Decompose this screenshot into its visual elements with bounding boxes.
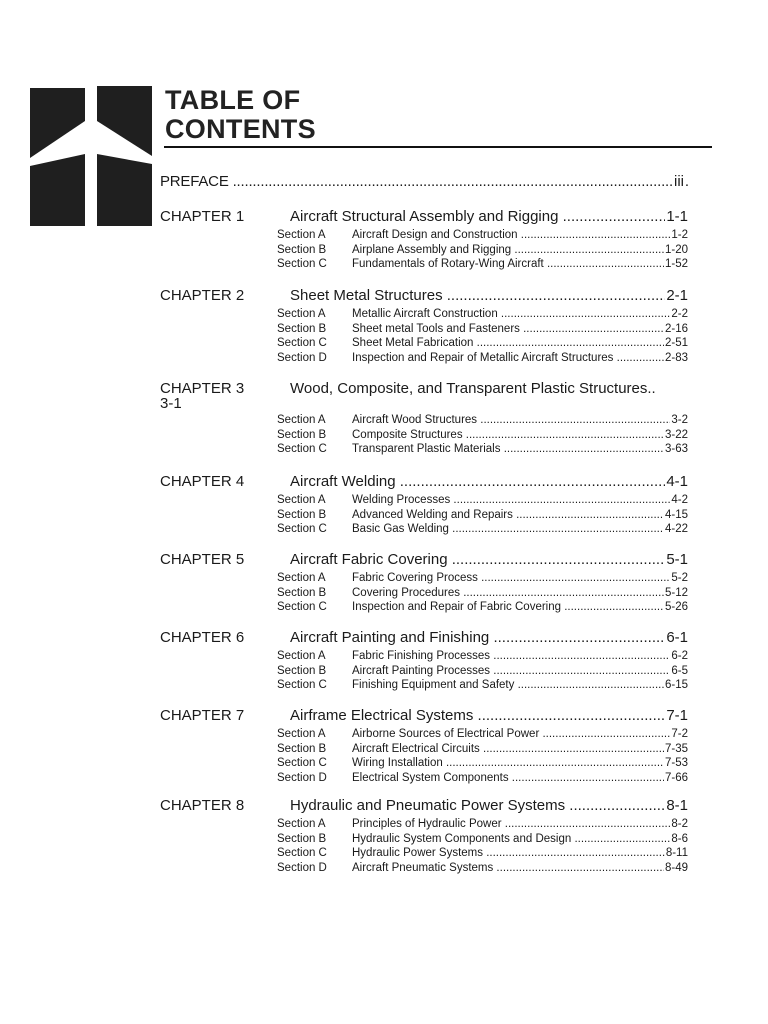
chapter-page: 8-1 xyxy=(666,797,688,814)
chapter-number: CHAPTER 4 xyxy=(160,473,245,490)
section-title: Inspection and Repair of Fabric Covering ..... xyxy=(352,601,688,613)
section-page: 8-11 xyxy=(665,847,688,859)
chapter-heading[interactable] xyxy=(160,551,705,570)
chapter-3 xyxy=(160,380,705,458)
section-page: 1-20 xyxy=(664,243,688,256)
chapter-heading[interactable] xyxy=(160,629,705,648)
section-row[interactable] xyxy=(160,665,705,680)
chapter-page: 2-1 xyxy=(666,287,688,304)
section-id: Section B xyxy=(277,428,327,441)
chapter-number: CHAPTER 8 xyxy=(160,797,245,814)
section-title: Airplane Assembly and Rigging ..... xyxy=(352,244,688,256)
section-title: Sheet Metal Fabrication ..... xyxy=(352,337,688,349)
section-id: Section A xyxy=(277,728,326,740)
section-row[interactable] xyxy=(160,772,705,787)
chapter-page: 6-1 xyxy=(666,629,688,646)
section-page: 3-22 xyxy=(664,428,688,441)
section-id: Section A xyxy=(277,308,326,320)
section-id: Section B xyxy=(277,322,327,335)
chapter-page: 1-1 xyxy=(666,208,688,225)
chapter-title: Aircraft Fabric Covering ..... xyxy=(290,551,688,568)
title-line-2: CONTENTS xyxy=(165,114,316,144)
preface-entry[interactable] xyxy=(160,173,690,190)
section-page: 8-6 xyxy=(671,832,688,845)
section-id: Section C xyxy=(277,757,327,769)
section-title: Aircraft Wood Structures ..... xyxy=(352,414,688,426)
section-row[interactable] xyxy=(160,352,705,367)
chapter-number: CHAPTER 5 xyxy=(160,551,245,568)
title-rule xyxy=(164,146,712,148)
section-id: Section B xyxy=(277,664,327,677)
section-id: Section C xyxy=(277,601,327,613)
section-title: Covering Procedures ..... xyxy=(352,587,688,599)
section-id: Section A xyxy=(277,229,326,241)
section-row[interactable] xyxy=(160,757,705,772)
section-title: Welding Processes ..... xyxy=(352,494,688,506)
section-id: Section A xyxy=(277,572,326,584)
section-row[interactable] xyxy=(160,244,705,259)
section-page: 5-2 xyxy=(671,572,688,584)
title-line-1: TABLE OF xyxy=(165,85,301,115)
section-row[interactable] xyxy=(160,601,705,616)
section-row[interactable] xyxy=(160,494,705,509)
chapter-number: CHAPTER 2 xyxy=(160,287,245,304)
chapter-number: CHAPTER 7 xyxy=(160,707,245,724)
chapter-title: Aircraft Welding ..... xyxy=(290,473,688,490)
section-row[interactable] xyxy=(160,833,705,848)
section-page: 3-2 xyxy=(671,414,688,426)
chapter-4 xyxy=(160,473,705,538)
section-page: 3-63 xyxy=(664,443,688,455)
section-id: Section A xyxy=(277,414,326,426)
section-page: 2-16 xyxy=(664,322,688,335)
section-page: 7-53 xyxy=(664,757,688,769)
chapter-title: Wood, Composite, and Transparent Plastic Structures.. xyxy=(290,380,656,397)
section-title: Basic Gas Welding ..... xyxy=(352,523,688,535)
chapter-heading[interactable] xyxy=(160,380,705,399)
section-page: 2-2 xyxy=(671,308,688,320)
section-title: Principles of Hydraulic Power ..... xyxy=(352,818,688,830)
chapter-heading[interactable] xyxy=(160,707,705,726)
chapter-8 xyxy=(160,797,705,876)
section-page: 4-15 xyxy=(664,508,688,521)
section-row[interactable] xyxy=(160,818,705,833)
chapter-title: Airframe Electrical Systems ..... xyxy=(290,707,688,724)
section-title: Inspection and Repair of Metallic Aircraft Structures ..... xyxy=(352,352,688,364)
section-title: Fabric Covering Process ..... xyxy=(352,572,688,584)
section-row[interactable] xyxy=(160,728,705,743)
chapter-1 xyxy=(160,208,705,273)
chapter-heading[interactable] xyxy=(160,287,705,306)
section-title: Advanced Welding and Repairs ..... xyxy=(352,509,688,521)
page-title xyxy=(165,86,316,144)
section-title: Metallic Aircraft Construction ..... xyxy=(352,308,688,320)
section-page: 5-26 xyxy=(664,601,688,613)
section-id: Section C xyxy=(277,679,327,691)
section-id: Section A xyxy=(277,818,326,830)
section-id: Section B xyxy=(277,243,327,256)
section-row[interactable] xyxy=(160,847,705,862)
section-row[interactable] xyxy=(160,414,705,429)
chapter-2 xyxy=(160,287,705,366)
section-id: Section D xyxy=(277,351,327,364)
section-page: 4-2 xyxy=(671,494,688,506)
section-title: Hydraulic System Components and Design ..... xyxy=(352,833,688,845)
section-id: Section D xyxy=(277,771,327,784)
section-id: Section B xyxy=(277,586,327,599)
section-id: Section B xyxy=(277,508,327,521)
section-title: Aircraft Pneumatic Systems ..... xyxy=(352,862,688,874)
section-page: 7-35 xyxy=(664,742,688,755)
section-id: Section D xyxy=(277,861,327,874)
chapter-title: Aircraft Structural Assembly and Rigging ..... xyxy=(290,208,688,225)
section-row[interactable] xyxy=(160,429,705,444)
section-page: 1-52 xyxy=(664,258,688,270)
section-page: 4-22 xyxy=(664,523,688,535)
section-row[interactable] xyxy=(160,443,705,458)
section-page: 1-2 xyxy=(671,229,688,241)
chapter-heading[interactable] xyxy=(160,208,705,227)
section-row[interactable] xyxy=(160,337,705,352)
section-id: Section C xyxy=(277,523,327,535)
chapter-page: 4-1 xyxy=(666,473,688,490)
section-row[interactable] xyxy=(160,523,705,538)
section-title: Fundamentals of Rotary-Wing Aircraft ..... xyxy=(352,258,688,270)
section-id: Section C xyxy=(277,258,327,270)
preface-label: PREFACE ..... xyxy=(160,173,690,190)
section-title: Sheet metal Tools and Fasteners ..... xyxy=(352,323,688,335)
section-page: 8-49 xyxy=(664,861,688,874)
section-id: Section C xyxy=(277,847,327,859)
section-page: 6-2 xyxy=(671,650,688,662)
section-page: 6-15 xyxy=(664,679,688,691)
chapter-title: Aircraft Painting and Finishing ..... xyxy=(290,629,688,646)
section-row[interactable] xyxy=(160,572,705,587)
section-page: 2-51 xyxy=(664,337,688,349)
chapter-title: Hydraulic and Pneumatic Power Systems ..... xyxy=(290,797,688,814)
section-id: Section B xyxy=(277,832,327,845)
chapter-page: 7-1 xyxy=(666,707,688,724)
section-page: 6-5 xyxy=(671,664,688,677)
section-row[interactable] xyxy=(160,862,705,877)
airplane-logo xyxy=(30,86,152,226)
section-row[interactable] xyxy=(160,258,705,273)
chapter-number: CHAPTER 3 xyxy=(160,380,245,397)
section-row[interactable] xyxy=(160,743,705,758)
chapter-page: 3-1 xyxy=(160,395,182,412)
section-id: Section A xyxy=(277,650,326,662)
section-id: Section A xyxy=(277,494,326,506)
section-row[interactable] xyxy=(160,229,705,244)
section-title: Composite Structures ..... xyxy=(352,429,688,441)
chapter-6 xyxy=(160,629,705,694)
chapter-5 xyxy=(160,551,705,616)
section-title: Fabric Finishing Processes ..... xyxy=(352,650,688,662)
section-title: Wiring Installation ..... xyxy=(352,757,688,769)
section-page: 8-2 xyxy=(671,818,688,830)
section-page: 7-66 xyxy=(664,771,688,784)
section-row[interactable] xyxy=(160,509,705,524)
section-page: 5-12 xyxy=(664,586,688,599)
chapter-page: 5-1 xyxy=(666,551,688,568)
preface-page: iii xyxy=(674,173,684,190)
section-title: Airborne Sources of Electrical Power ..... xyxy=(352,728,688,740)
section-title: Finishing Equipment and Safety ..... xyxy=(352,679,688,691)
chapter-heading[interactable] xyxy=(160,473,705,492)
section-id: Section C xyxy=(277,337,327,349)
section-row[interactable] xyxy=(160,650,705,665)
chapter-title: Sheet Metal Structures ..... xyxy=(290,287,688,304)
section-row[interactable] xyxy=(160,323,705,338)
chapter-7 xyxy=(160,707,705,786)
chapter-number: CHAPTER 6 xyxy=(160,629,245,646)
section-id: Section C xyxy=(277,443,327,455)
section-title: Transparent Plastic Materials ..... xyxy=(352,443,688,455)
section-id: Section B xyxy=(277,742,327,755)
section-title: Aircraft Painting Processes ..... xyxy=(352,665,688,677)
chapter-number: CHAPTER 1 xyxy=(160,208,245,225)
section-page: 7-2 xyxy=(671,728,688,740)
section-page: 2-83 xyxy=(664,351,688,364)
section-title: Aircraft Design and Construction ..... xyxy=(352,229,688,241)
section-row[interactable] xyxy=(160,679,705,694)
chapter-heading[interactable] xyxy=(160,797,705,816)
section-row[interactable] xyxy=(160,308,705,323)
section-title: Electrical System Components ..... xyxy=(352,772,688,784)
section-row[interactable] xyxy=(160,587,705,602)
section-title: Hydraulic Power Systems ..... xyxy=(352,847,688,859)
section-title: Aircraft Electrical Circuits ..... xyxy=(352,743,688,755)
